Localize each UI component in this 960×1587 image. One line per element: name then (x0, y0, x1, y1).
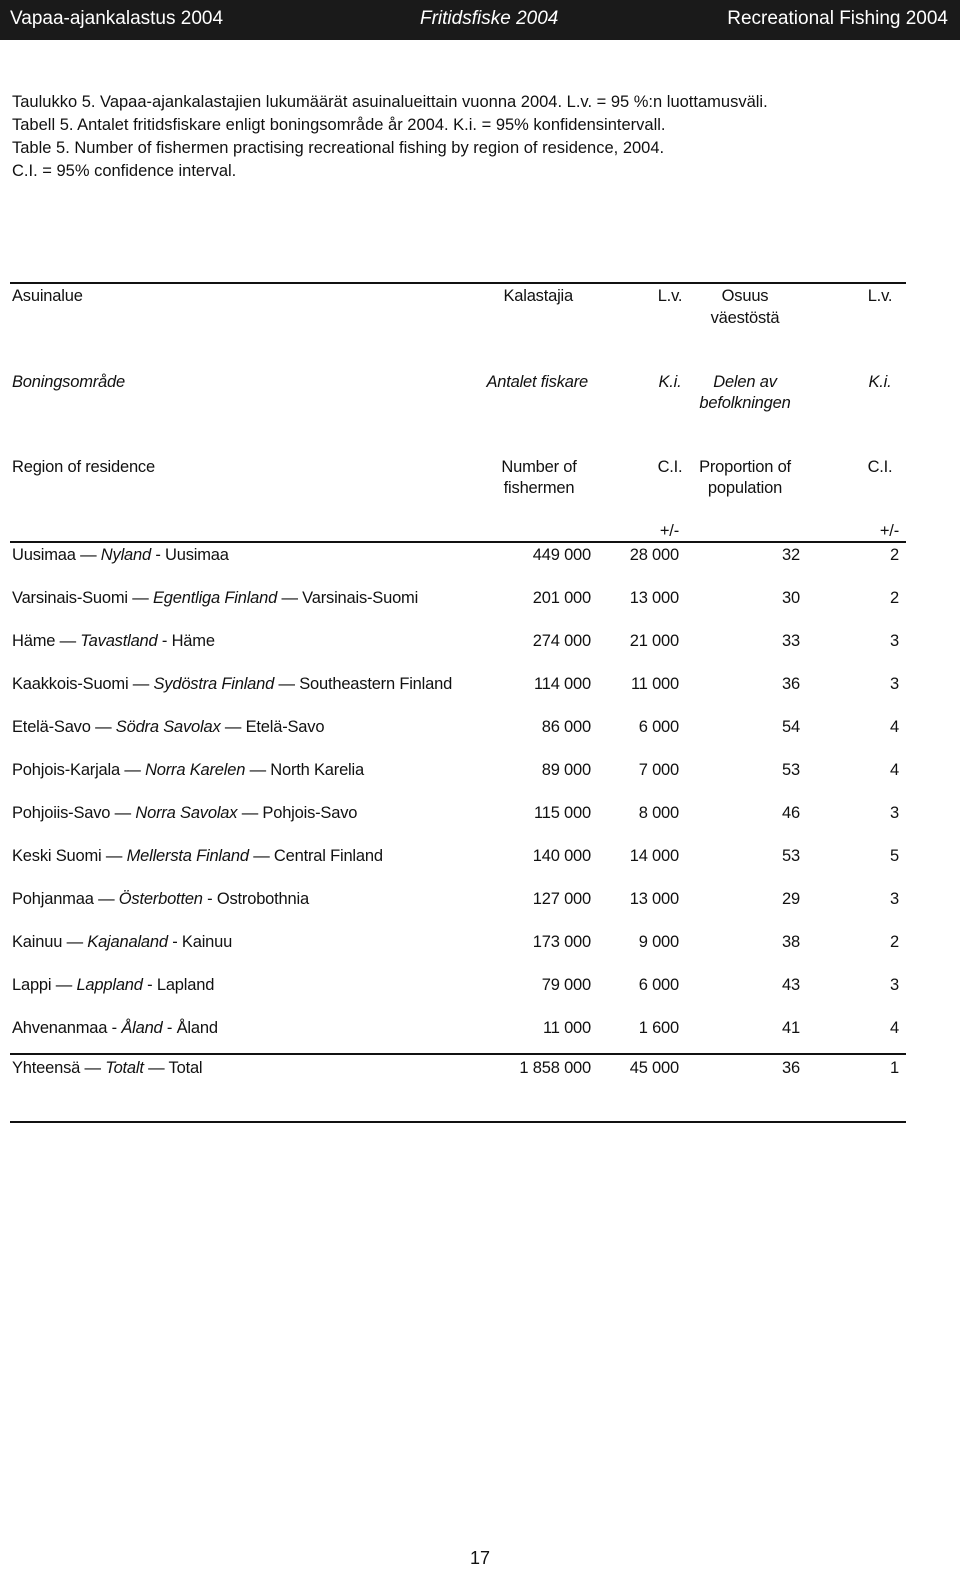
total-label-en: Total (168, 1059, 203, 1077)
population-proportion: 38 (782, 933, 800, 951)
population-proportion: 33 (782, 632, 800, 650)
population-proportion: 41 (782, 1019, 800, 1037)
header-count-fi: Kalastajia (503, 287, 573, 305)
region-name-fi: Etelä-Savo (12, 718, 91, 736)
header-title-en: Recreational Fishing 2004 (727, 8, 948, 29)
region-name-sv: Sydöstra Finland (153, 675, 275, 693)
region-separator: — (245, 761, 271, 779)
header-share-sv-2: befolkningen (699, 394, 791, 412)
region-separator: — (55, 632, 81, 650)
proportion-ci: 3 (890, 632, 899, 650)
region-name-fi: Pohjois-Karjala (12, 761, 120, 779)
region-name-en: Lapland (156, 976, 215, 994)
region-name-fi: Uusimaa (12, 546, 76, 564)
header-count-sv: Antalet fiskare (486, 373, 588, 391)
total-label-fi: Yhteensä (12, 1059, 81, 1077)
header-plusminus-2: +/- (879, 522, 899, 540)
region-name-sv: Åland (121, 1019, 163, 1037)
proportion-ci: 3 (890, 890, 899, 908)
region-separator: - (162, 1019, 177, 1037)
header-ci2-fi: L.v. (867, 287, 893, 305)
fishermen-ci: 6 000 (638, 718, 679, 736)
total-sep-1: — (80, 1059, 106, 1077)
total-label (12, 1058, 202, 1078)
header-region-fi: Asuinalue (12, 287, 83, 305)
proportion-ci: 4 (890, 761, 899, 779)
fishermen-count: 127 000 (532, 890, 591, 908)
region-name-sv: Mellersta Finland (126, 847, 249, 865)
region-separator: — (110, 804, 136, 822)
region-separator: — (277, 589, 303, 607)
fishermen-ci: 8 000 (638, 804, 679, 822)
total-sep-2: — (143, 1059, 169, 1077)
region-name-fi: Keski Suomi (12, 847, 102, 865)
region-name-sv: Österbotten (118, 890, 203, 908)
total-label-sv: Totalt (105, 1059, 144, 1077)
region-label (12, 975, 214, 995)
region-label (12, 846, 383, 866)
header-ci2-en: C.I. (867, 458, 893, 476)
region-separator: — (128, 675, 154, 693)
region-name-sv: Nyland (100, 546, 151, 564)
fishermen-count: 201 000 (532, 589, 591, 607)
header-share-en-1: Proportion of (699, 458, 791, 476)
proportion-ci: 4 (890, 718, 899, 736)
region-name-fi: Varsinais-Suomi (12, 589, 128, 607)
page-number: 17 (469, 1548, 491, 1568)
region-separator: — (93, 890, 119, 908)
proportion-ci: 2 (890, 546, 899, 564)
fishermen-ci: 28 000 (629, 546, 679, 564)
population-proportion: 54 (782, 718, 800, 736)
region-name-sv: Norra Karelen (145, 761, 246, 779)
header-share-sv-1: Delen av (713, 373, 777, 391)
region-name-en: North Karelia (270, 761, 364, 779)
region-separator: — (75, 546, 101, 564)
fishermen-ci: 14 000 (629, 847, 679, 865)
header-ci-en: C.I. (657, 458, 683, 476)
region-separator: - (150, 546, 166, 564)
proportion-ci: 5 (890, 847, 899, 865)
table-bottom-rule (10, 1121, 906, 1123)
total-top-rule (10, 1053, 906, 1055)
caption-line-fi: Taulukko 5. Vapaa-ajankalastajien lukumäärät asuinalueittain vuonna 2004. L.v. = 95 %:n luottamusväli. (12, 93, 768, 111)
fishermen-count: 173 000 (532, 933, 591, 951)
region-name-fi: Ahvenanmaa (12, 1019, 108, 1037)
header-ci2-sv: K.i. (868, 373, 892, 391)
fishermen-count: 89 000 (541, 761, 591, 779)
fishermen-ci: 13 000 (629, 589, 679, 607)
table-caption (12, 91, 768, 183)
proportion-ci: 4 (890, 1019, 899, 1037)
region-name-en: Uusimaa (165, 546, 229, 564)
population-proportion: 46 (782, 804, 800, 822)
region-separator: — (51, 976, 77, 994)
running-header (0, 0, 960, 40)
fishermen-count: 11 000 (542, 1019, 591, 1037)
region-name-fi: Pohjanmaa (12, 890, 94, 908)
region-name-fi: Kainuu (12, 933, 63, 951)
population-proportion: 53 (782, 761, 800, 779)
region-name-en: Kainuu (181, 933, 233, 951)
header-plusminus: +/- (659, 522, 679, 540)
region-separator: — (119, 761, 146, 779)
region-name-fi: Häme (12, 632, 56, 650)
region-separator: — (274, 675, 300, 693)
total-ci2: 1 (890, 1059, 899, 1077)
region-separator: — (248, 847, 274, 865)
region-separator: — (127, 589, 153, 607)
header-title-sv: Fritidsfiske 2004 (420, 8, 559, 29)
region-name-en: Åland (176, 1019, 218, 1037)
region-name-en: Pohjois-Savo (262, 804, 358, 822)
fishermen-ci: 6 000 (638, 976, 679, 994)
region-name-en: Häme (171, 632, 215, 650)
region-separator: — (220, 718, 246, 736)
region-label (12, 717, 324, 737)
header-share-en-2: population (707, 479, 783, 497)
region-name-en: Ostrobothnia (216, 890, 309, 908)
population-proportion: 43 (782, 976, 800, 994)
region-name-en: Southeastern Finland (299, 675, 453, 693)
header-ci-fi: L.v. (657, 287, 683, 305)
region-separator: - (167, 933, 182, 951)
region-separator: - (142, 976, 157, 994)
proportion-ci: 3 (890, 675, 899, 693)
header-ci-sv: K.i. (658, 373, 682, 391)
header-share-fi-1: Osuus (721, 287, 769, 305)
header-title-fi: Vapaa-ajankalastus 2004 (10, 8, 224, 29)
header-share-fi-2: väestöstä (710, 309, 780, 327)
caption-line-sv: Tabell 5. Antalet fritidsfiskare enligt boningsområde år 2004. K.i. = 95% konfidensintervall. (12, 116, 666, 134)
proportion-ci: 3 (890, 804, 899, 822)
fishermen-ci: 11 000 (630, 675, 679, 693)
population-proportion: 36 (782, 675, 800, 693)
population-proportion: 30 (782, 589, 800, 607)
region-name-fi: Pohjoiis-Savo (12, 804, 111, 822)
region-name-sv: Lappland (76, 976, 143, 994)
region-label (12, 760, 364, 780)
region-label (12, 545, 229, 565)
fishermen-count: 115 000 (533, 804, 591, 822)
proportion-ci: 3 (890, 976, 899, 994)
header-region-en: Region of residence (12, 458, 155, 476)
region-separator: — (62, 933, 88, 951)
total-ci: 45 000 (629, 1059, 679, 1077)
region-label (12, 631, 215, 651)
fishermen-count: 140 000 (532, 847, 591, 865)
population-proportion: 32 (782, 546, 800, 564)
region-label (12, 803, 357, 823)
fishermen-ci: 1 600 (638, 1019, 679, 1037)
region-separator: — (90, 718, 116, 736)
fishermen-count: 114 000 (533, 675, 591, 693)
region-separator: — (101, 847, 127, 865)
caption-line-en: Table 5. Number of fishermen practising recreational fishing by region of residence, 2004. (12, 139, 665, 157)
header-region-sv: Boningsområde (12, 373, 125, 391)
region-label (12, 889, 309, 909)
header-count-en-2: fishermen (503, 479, 575, 497)
proportion-ci: 2 (890, 589, 899, 607)
region-name-sv: Södra Savolax (115, 718, 221, 736)
fishermen-count: 274 000 (532, 632, 591, 650)
region-label (12, 674, 452, 694)
fishermen-ci: 7 000 (638, 761, 679, 779)
region-label (12, 1018, 218, 1038)
fishermen-count: 79 000 (541, 976, 591, 994)
region-label (12, 932, 232, 952)
fishermen-ci: 21 000 (629, 632, 679, 650)
fishermen-count: 86 000 (541, 718, 591, 736)
region-name-en: Central Finland (273, 847, 383, 865)
proportion-ci: 2 (890, 933, 899, 951)
region-name-fi: Lappi (12, 976, 52, 994)
population-proportion: 29 (782, 890, 800, 908)
total-proportion: 36 (782, 1059, 800, 1077)
table-top-rule (10, 282, 906, 284)
region-name-sv: Norra Savolax (135, 804, 238, 822)
region-name-en: Varsinais-Suomi (302, 589, 419, 607)
region-separator: - (157, 632, 172, 650)
fishermen-count: 449 000 (532, 546, 591, 564)
region-separator: - (202, 890, 217, 908)
region-name-fi: Kaakkois-Suomi (12, 675, 129, 693)
region-name-sv: Egentliga Finland (152, 589, 278, 607)
header-count-en-1: Number of (501, 458, 577, 476)
caption-line-ci: C.I. = 95% confidence interval. (12, 162, 237, 180)
total-fishermen: 1 858 000 (519, 1059, 591, 1077)
region-name-sv: Kajanaland (87, 933, 168, 951)
population-proportion: 53 (782, 847, 800, 865)
header-bottom-rule (10, 541, 906, 543)
region-label (12, 588, 418, 608)
fishermen-ci: 13 000 (629, 890, 679, 908)
fishermen-ci: 9 000 (638, 933, 679, 951)
region-separator: - (107, 1019, 122, 1037)
region-name-en: Etelä-Savo (245, 718, 325, 736)
region-separator: — (237, 804, 263, 822)
region-name-sv: Tavastland (80, 632, 158, 650)
